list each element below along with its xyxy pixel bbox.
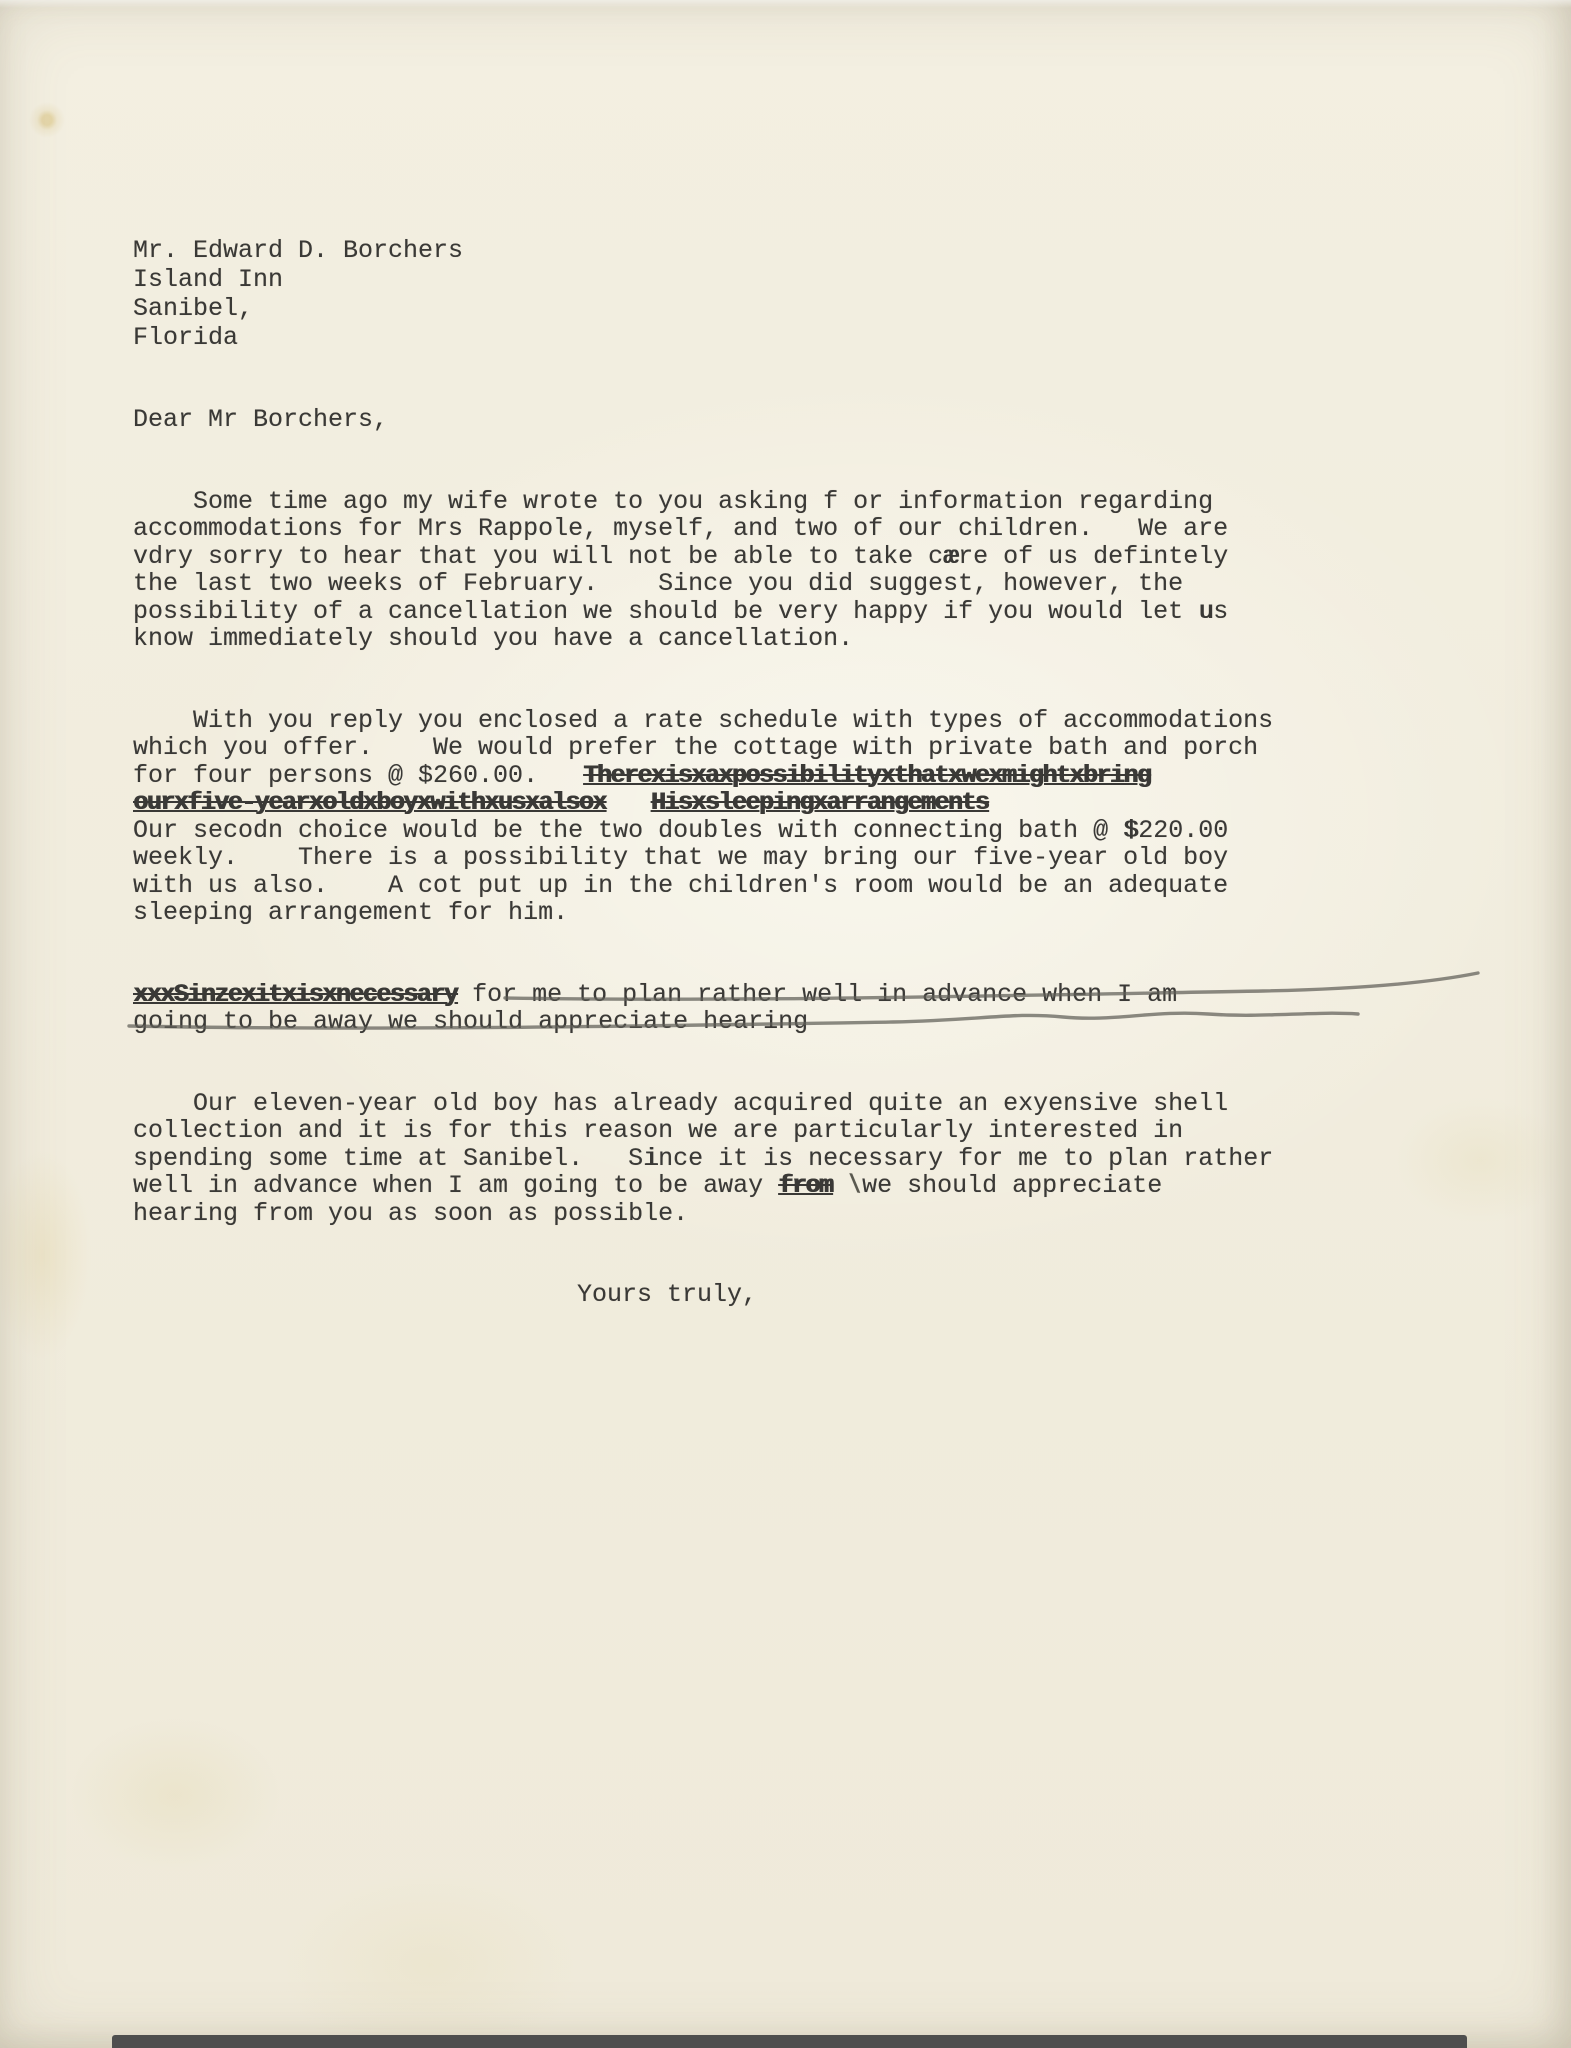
recipient-address bbox=[133, 236, 1451, 352]
text-run: 220.00 bbox=[1138, 815, 1229, 845]
text-run: Our secodn choice would be the two doubles with connecting bath @ bbox=[133, 815, 1124, 845]
paragraph-2 bbox=[133, 707, 1451, 927]
text-run: collection and it is for this reason we are particularly interested in bbox=[133, 1116, 1184, 1145]
text-run: we should appreciate bbox=[862, 1171, 1163, 1200]
letter-line bbox=[133, 1117, 1451, 1145]
text-run: hearing from you as soon as possible. bbox=[133, 1198, 689, 1228]
letter-line bbox=[133, 1008, 1451, 1036]
paragraph-3 bbox=[133, 1090, 1451, 1228]
letter-line bbox=[133, 762, 1451, 790]
letter-line bbox=[133, 515, 1451, 543]
typed-x-strikeout: xxxSinzexitxisxnecessary bbox=[133, 979, 458, 1009]
letter-line bbox=[133, 598, 1451, 626]
text-run: weekly. There is a possibility that we may bring our five-year old boy bbox=[133, 843, 1229, 872]
text-run: $ bbox=[1123, 815, 1139, 845]
letter-line bbox=[133, 899, 1451, 927]
text-run: accommodations for Mrs Rappole, myself, and two of our children. We are bbox=[133, 514, 1229, 543]
text-run: i bbox=[643, 1143, 659, 1173]
letter-line bbox=[133, 570, 1451, 598]
text-run: spending some time at Sanibel. S bbox=[133, 1143, 644, 1173]
salutation bbox=[133, 406, 1451, 434]
text-run: the last two weeks of February. Since you did suggest, however, the bbox=[133, 569, 1184, 598]
letter-line bbox=[133, 734, 1451, 762]
text-run: æ bbox=[943, 541, 959, 571]
text-run: s bbox=[1213, 596, 1229, 626]
text-run: re of us defintely bbox=[958, 541, 1229, 571]
closing bbox=[577, 1281, 1451, 1309]
letter-body bbox=[133, 488, 1451, 1228]
letter-line bbox=[133, 1200, 1451, 1228]
letter-line bbox=[133, 817, 1451, 845]
pen-slash-mark: \ bbox=[845, 1170, 864, 1201]
letter-line bbox=[133, 844, 1451, 872]
text-run: possibility of a cancellation we should be very happy if you would let bbox=[133, 596, 1199, 626]
letter-line bbox=[133, 1145, 1451, 1173]
typed-x-strikeout: Therexisxaxpossibilityxthatxwexmightxbring bbox=[583, 760, 1151, 790]
typed-x-strikeout: Hisxsleepingxarrangements bbox=[650, 788, 989, 817]
address-line: Island Inn bbox=[133, 265, 284, 294]
letter-line bbox=[133, 981, 1451, 1009]
address-line: Sanibel, bbox=[133, 294, 254, 323]
letter-line bbox=[133, 543, 1451, 571]
paper-top-edge bbox=[0, 0, 1571, 8]
text-run: Some time ago my wife wrote to you asking f or information regarding bbox=[133, 486, 1214, 516]
closing-line: Yours truly, bbox=[577, 1280, 758, 1309]
text-run: well in advance when I am going to be away bbox=[133, 1171, 779, 1200]
letter-line bbox=[133, 789, 1451, 817]
text-run: nce it is necessary for me to plan rather bbox=[658, 1143, 1274, 1173]
letter-line bbox=[133, 872, 1451, 900]
letter-line bbox=[133, 1090, 1451, 1118]
paragraph-1 bbox=[133, 488, 1451, 653]
text-run: sleeping arrangement for him. bbox=[133, 898, 569, 927]
text-run: u bbox=[1198, 596, 1214, 626]
text-run: going to be away we should appreciate hearing bbox=[133, 1007, 809, 1036]
letter-line bbox=[133, 625, 1451, 653]
text-run: Our eleven-year old boy has already acquired quite an exyensive shell bbox=[133, 1088, 1229, 1118]
address-line: Mr. Edward D. Borchers bbox=[133, 236, 464, 265]
crossed-out-paragraph bbox=[133, 981, 1451, 1036]
typed-x-strikeout: from bbox=[778, 1171, 833, 1200]
text-run bbox=[606, 788, 651, 817]
letter-line bbox=[133, 1172, 1451, 1200]
letter-line bbox=[133, 488, 1451, 516]
letter-line bbox=[133, 707, 1451, 735]
text-run: with us also. A cot put up in the children's room would be an adequate bbox=[133, 870, 1229, 900]
text-run: With you reply you enclosed a rate schedule with types of accommodations bbox=[133, 705, 1274, 735]
text-run: for four persons @ $260.00. bbox=[133, 760, 584, 790]
text-run: vdry sorry to hear that you will not be able to take c bbox=[133, 541, 944, 571]
scan-bottom-bar bbox=[112, 2035, 1467, 2048]
text-run: for me to plan rather well in advance when I am bbox=[457, 979, 1178, 1009]
salutation-line: Dear Mr Borchers, bbox=[133, 405, 389, 434]
typed-x-strikeout: ourxfive-yearxoldxboyxwithxusxalsox bbox=[133, 788, 606, 817]
text-run: which you offer. We would prefer the cottage with private bath and porch bbox=[133, 733, 1259, 762]
address-line: Florida bbox=[133, 323, 239, 352]
text-run: know immediately should you have a cancellation. bbox=[133, 624, 854, 653]
